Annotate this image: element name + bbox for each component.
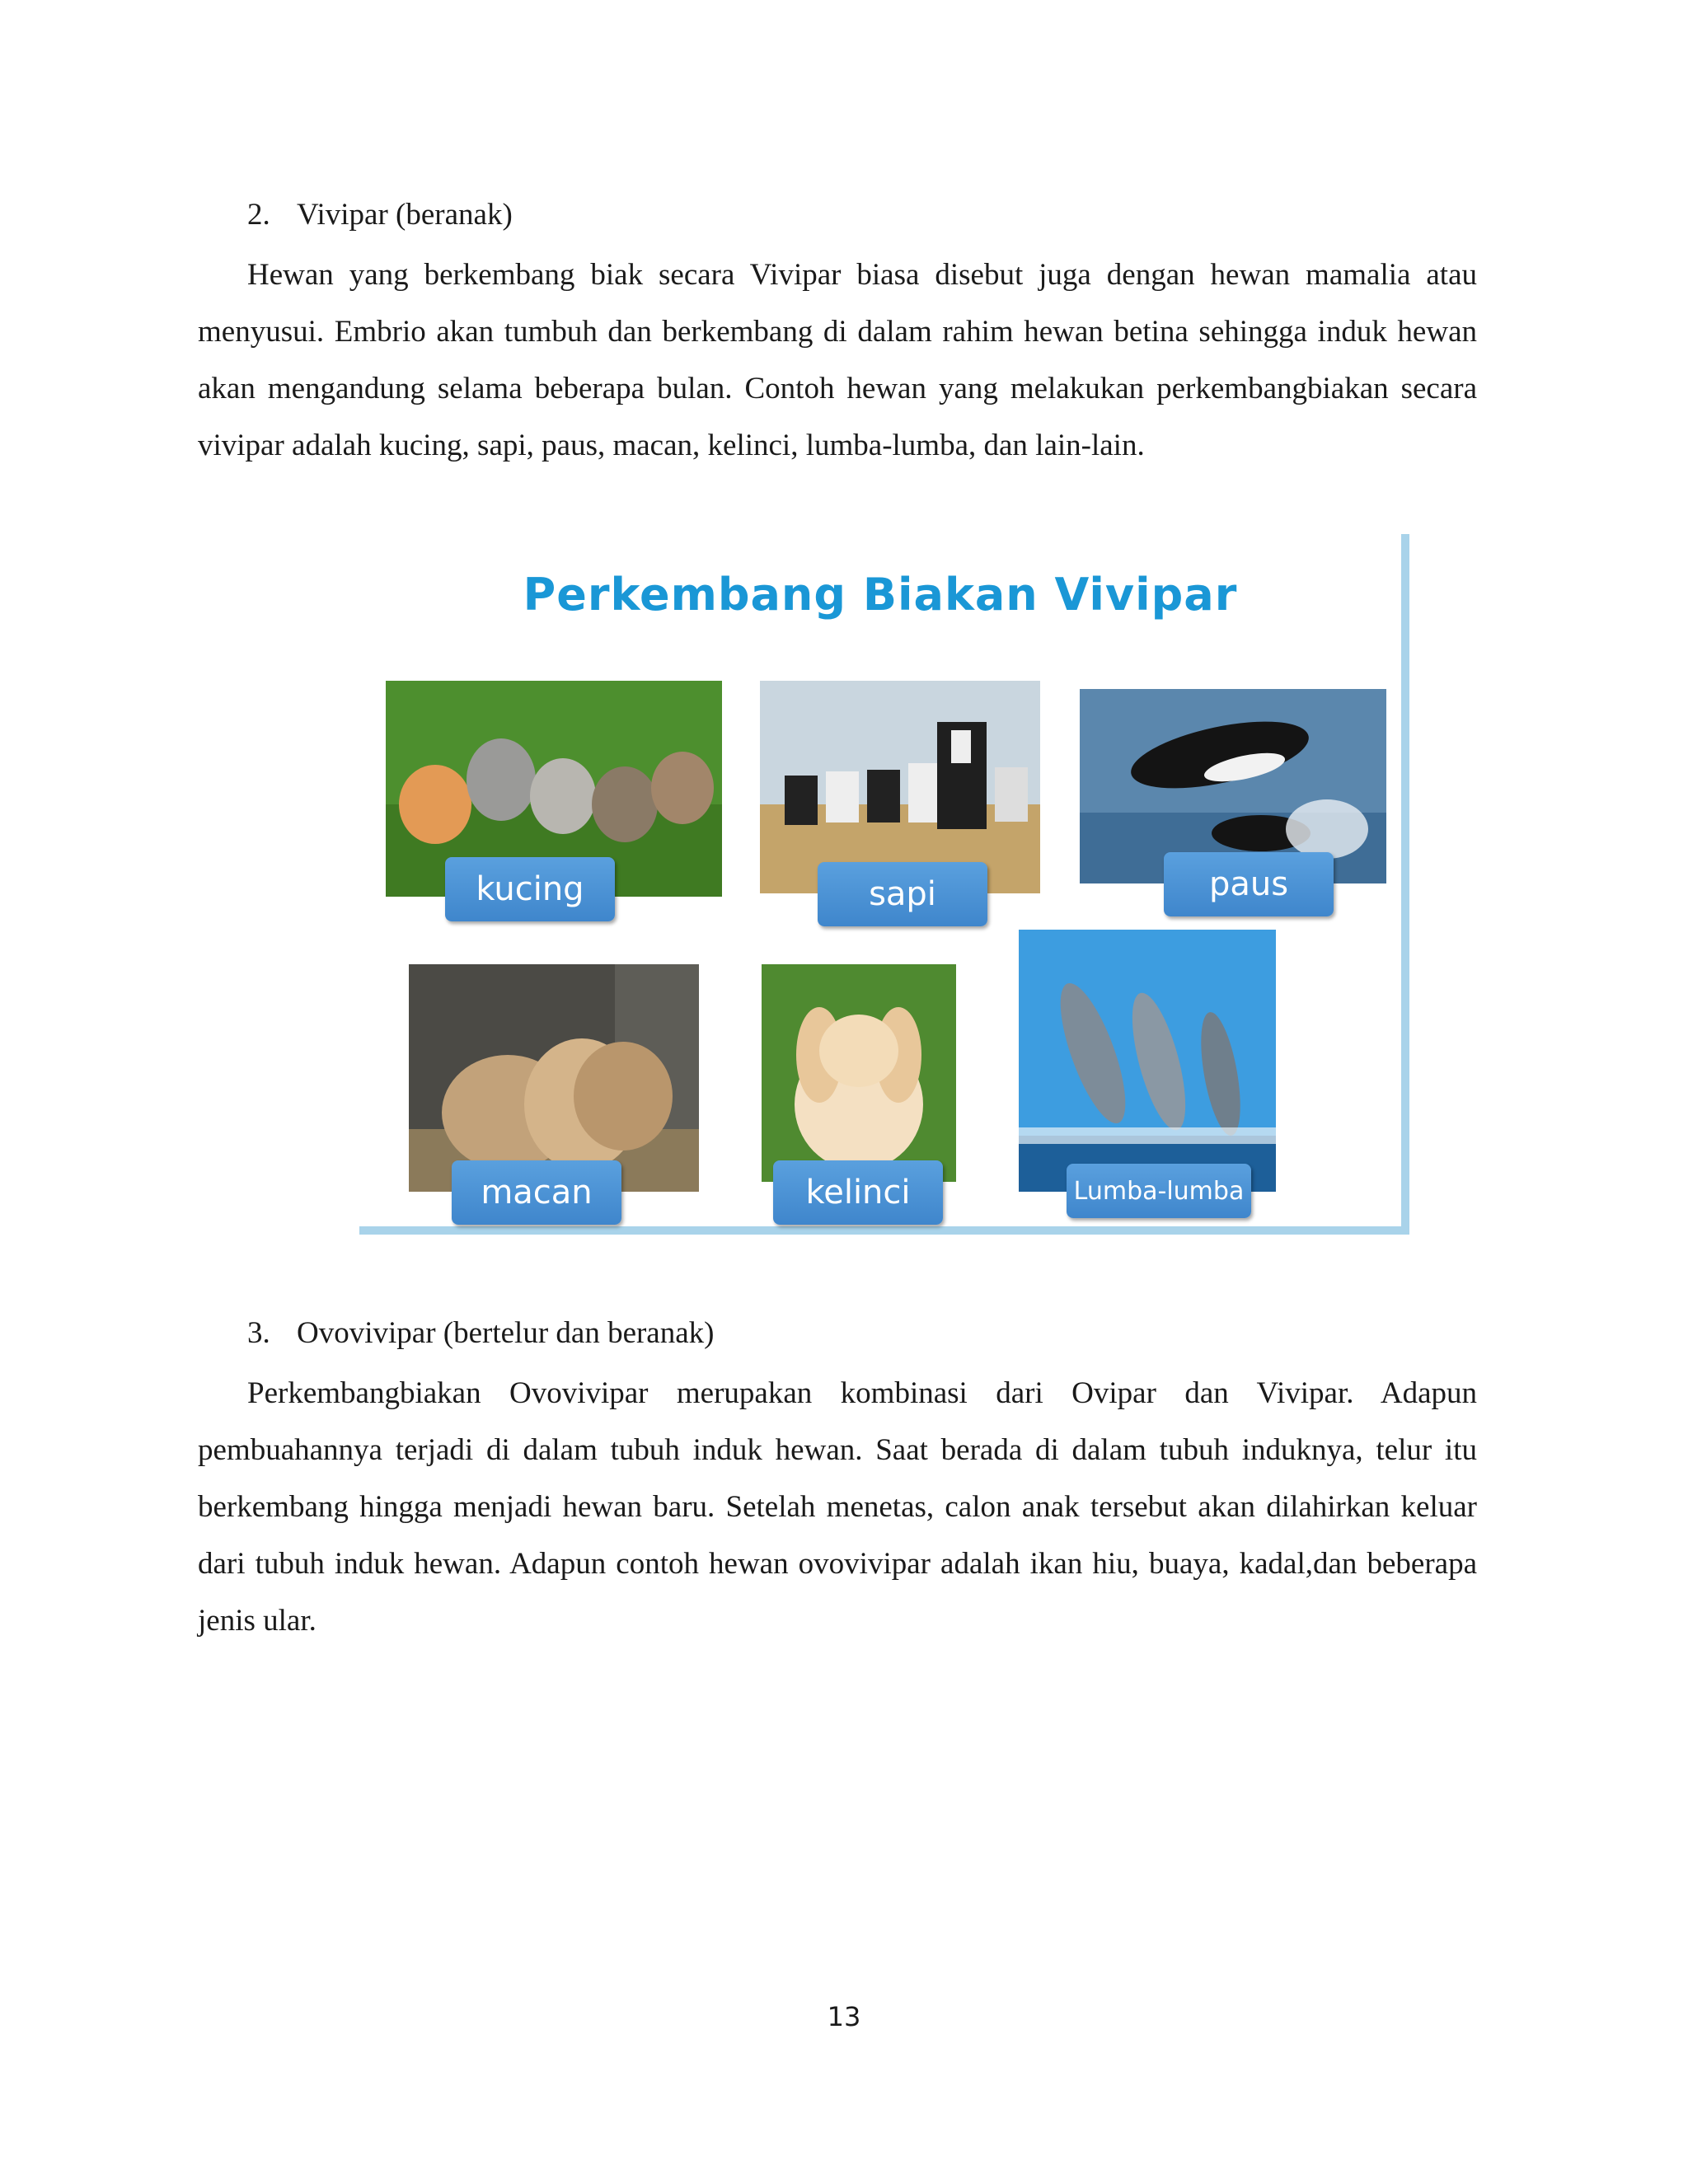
tiger-photo (409, 964, 699, 1192)
section-2-paragraph: Hewan yang berkembang biak secara Vivipar biasa disebut juga dengan hewan mamalia atau menyusui. Embrio akan tumbuh dan berkembang di dalam rahim hewan betina sehingga induk hewan akan mengandung selama beberapa bulan. Contoh hewan yang melakukan perkembangbiakan secara vivipar adalah kucing, sapi, paus, macan, kelinci, lumba-lumba, dan lain-lain. (198, 258, 1477, 462)
cow-label: sapi (818, 862, 987, 926)
vivipar-figure (359, 534, 1409, 1235)
section-2-number: 2. (247, 198, 270, 232)
rabbit-photo (762, 964, 956, 1182)
whale-label: paus (1164, 852, 1334, 916)
dolphin-label: Lumba-lumba (1067, 1164, 1251, 1218)
section-3-heading (247, 1314, 1526, 1353)
cat-label: kucing (445, 857, 615, 921)
section-2-heading (247, 195, 1526, 235)
section-3-title: Ovovivipar (bertelur dan beranak) (297, 1316, 715, 1350)
dolphin-photo (1019, 930, 1276, 1192)
section-3-number: 3. (247, 1316, 270, 1350)
section-3-paragraph: Perkembangbiakan Ovovivipar merupakan kombinasi dari Ovipar dan Vivipar. Adapun pembuahannya terjadi di dalam tubuh induk hewan. Saat berada di dalam tubuh induknya, telur itu berkembang hingga menjadi hewan baru. Setelah menetas, calon anak tersebut akan dilahirkan keluar dari tubuh induk hewan. Adapun contoh hewan ovovivipar adalah ikan hiu, buaya, kadal,dan beberapa jenis ular. (198, 1376, 1477, 1638)
figure-title: Perkembang Biakan Vivipar (523, 569, 1238, 621)
section-2-title: Vivipar (beranak) (297, 198, 513, 232)
page-number: 13 (827, 2001, 861, 2032)
tiger-label: macan (452, 1160, 621, 1225)
rabbit-label: kelinci (773, 1160, 943, 1225)
